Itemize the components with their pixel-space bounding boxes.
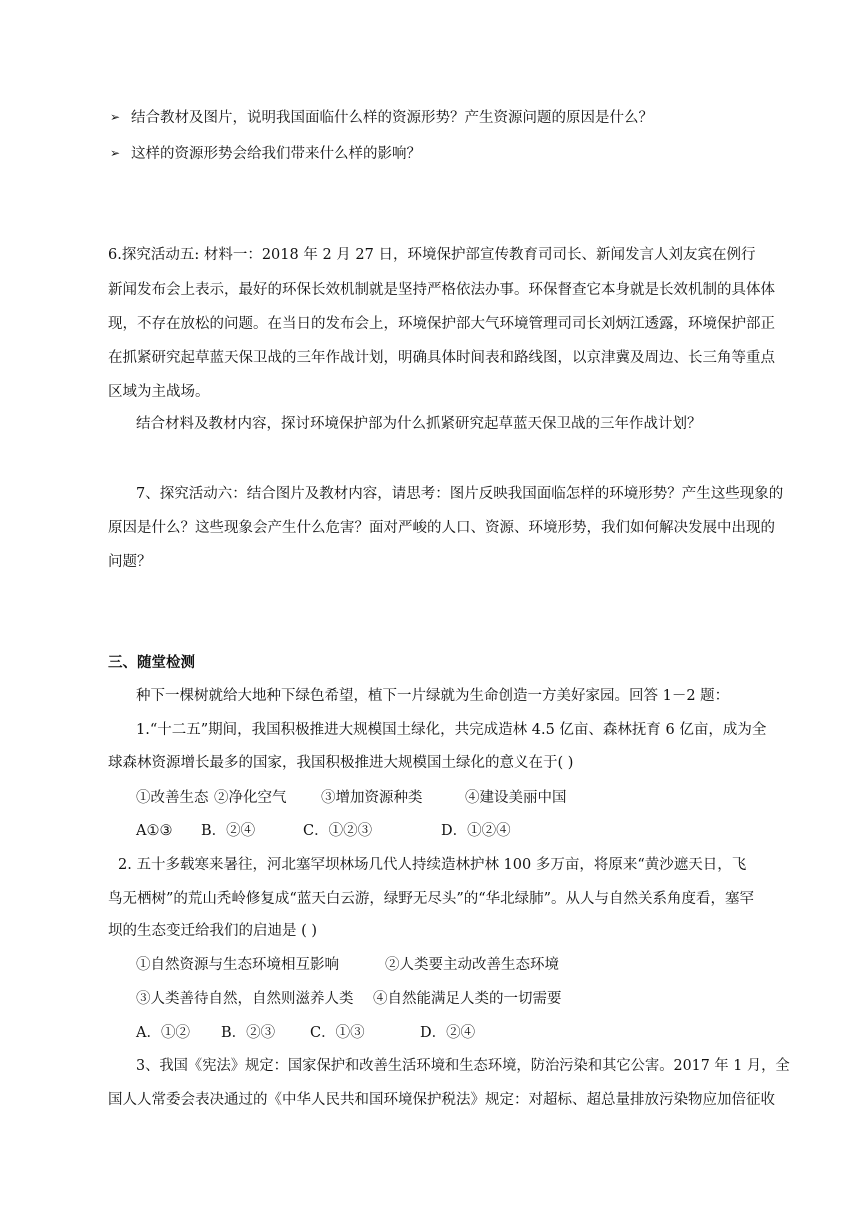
q1-item: ③增加资源种类 [321,790,423,806]
q1-item: ②净化空气 [214,790,287,806]
question-3-line: 国人人常委会表决通过的《中华人民共和国环境保护税法》规定：对超标、超总量排放污染物应加倍征收 [108,1092,775,1108]
q1-choice: C．①②③ [303,823,373,839]
question-1-line: 1.“十二五”期间，我国积极推进大规模国土绿化，共完成造林 4.5 亿亩、森林抚育 6 亿亩，成为全 [136,722,767,738]
q1-choice: B．②④ [201,823,256,839]
q2-item: ②人类要主动改善生态环境 [385,957,559,973]
question-2-line: 鸟无栖树”的荒山秃岭修复成“蓝天白云游，绿野无尽头”的“华北绿肺”。从人与自然关系角度看，塞罕 [108,891,755,907]
q2-item: ④自然能满足人类的一切需要 [373,991,562,1007]
bullet-arrow-icon: ➢ [110,146,121,160]
activity5-question: 结合材料及教材内容，探讨环境保护部为什么抓紧研究起草蓝天保卫战的三年作战计划？ [136,416,702,432]
q2-choice: A．①② [136,1025,190,1041]
question-2-line: 坝的生态变迁给我们的启迪是 ( ) [108,923,318,939]
section-intro: 种下一棵树就给大地种下绿色希望，植下一片绿就为生命创造一方美好家园。回答 1－2 题： [136,688,730,704]
q1-item: ①改善生态 [136,790,209,806]
activity6-line: 原因是什么？这些现象会产生什么危害？面对严峻的人口、资源、环境形势，我们如何解决发展中出现的 [108,520,775,536]
activity5-line: 6.探究活动五: 材料一：2018 年 2 月 27 日，环境保护部宣传教育司司长、新闻发言人刘友宾在例行 [108,247,756,263]
bullet-question-2: 这样的资源形势会给我们带来什么样的影响？ [131,146,421,162]
bullet-question-1: 结合教材及图片，说明我国面临什么样的资源形势？产生资源问题的原因是什么？ [131,110,653,126]
activity5-line: 在抓紧研究起草蓝天保卫战的三年作战计划，明确具体时间表和路线图，以京津冀及周边、长三角等重点 [108,350,775,366]
activity6-line: 7、探究活动六：结合图片及教材内容，请思考：图片反映我国面临怎样的环境形势？产生这些现象的 [136,486,784,502]
q1-choice: A①③ [136,823,173,839]
activity5-line: 新闻发布会上表示，最好的环保长效机制就是坚持严格依法办事。环保督查它本身就是长效机制的具体体 [108,282,775,298]
activity5-line: 现，不存在放松的问题。在当日的发布会上，环境保护部大气环境管理司司长刘炳江透露，环境保护部正 [108,316,775,332]
question-3-line: 3、我国《宪法》规定：国家保护和改善生活环境和生态环境，防治污染和其它公害。2017 年 1 月，全 [136,1058,790,1074]
q2-item: ①自然资源与生态环境相互影响 [136,957,339,973]
q1-choice: D．①②④ [441,823,511,839]
section-heading: 三、随堂检测 [108,655,195,671]
question-2-line: 2. 五十多载寒来暑往，河北塞罕坝林场几代人持续造林护林 100 多万亩，将原来“黄沙遮天日，飞 [118,857,747,873]
q1-item: ④建设美丽中国 [465,790,567,806]
activity6-line: 问题？ [108,554,152,570]
q2-choice: D．②④ [420,1025,476,1041]
q2-item: ③人类善待自然，自然则滋养人类 [136,991,354,1007]
question-1-line: 球森林资源增长最多的国家，我国积极推进大规模国土绿化的意义在于( ) [108,755,574,771]
bullet-arrow-icon: ➢ [110,110,121,124]
q2-choice: B．②③ [221,1025,276,1041]
q2-choice: C．①③ [310,1025,365,1041]
activity5-line: 区域为主战场。 [108,384,210,400]
